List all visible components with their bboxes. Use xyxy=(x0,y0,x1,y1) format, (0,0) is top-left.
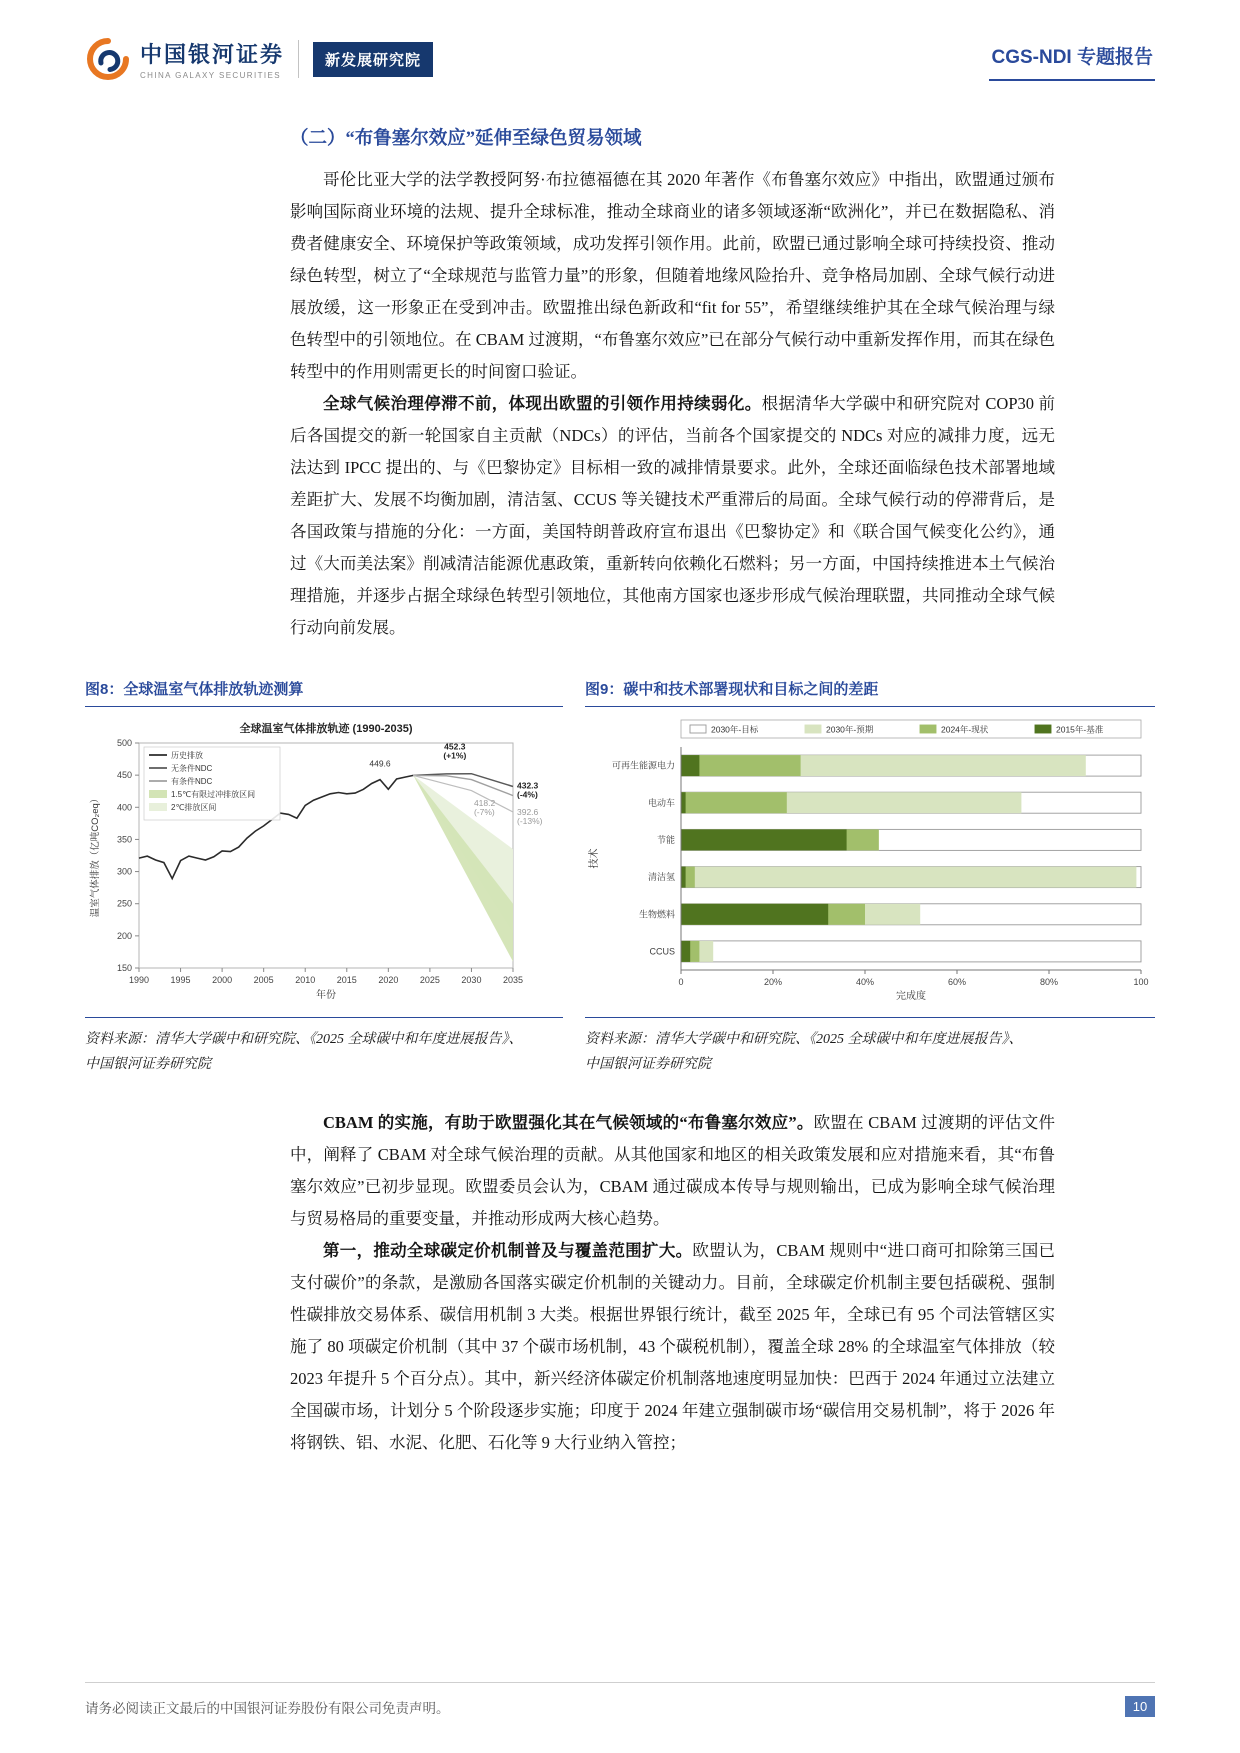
svg-text:2030: 2030 xyxy=(461,975,482,985)
figures-row xyxy=(85,678,1155,1077)
svg-text:60%: 60% xyxy=(947,977,967,987)
figure-9-title: 图9：碳中和技术部署现状和目标之间的差距 xyxy=(585,678,1155,707)
svg-text:2035: 2035 xyxy=(502,975,524,985)
figure-8-title: 图8：全球温室气体排放轨迹测算 xyxy=(85,678,563,707)
brand-text xyxy=(140,38,284,80)
svg-text:200: 200 xyxy=(116,930,132,941)
svg-text:1990: 1990 xyxy=(128,975,150,985)
galaxy-logo-icon xyxy=(85,36,131,82)
disclaimer-text: 请务必阅读正文最后的中国银河证券股份有限公司免责声明。 xyxy=(85,1700,450,1716)
svg-text:无条件NDC: 无条件NDC xyxy=(171,764,213,773)
svg-text:40%: 40% xyxy=(855,977,875,987)
svg-text:150: 150 xyxy=(116,963,132,973)
svg-text:450: 450 xyxy=(116,770,132,781)
svg-text:2024年-现状: 2024年-现状 xyxy=(941,724,989,735)
technology-gap-bar-chart xyxy=(585,715,1155,1015)
section-heading: （二）“布鲁塞尔效应”延伸至绿色贸易领域 xyxy=(290,129,642,149)
page-number-badge: 10 xyxy=(1125,1696,1155,1717)
paragraph-lead: 第一，推动全球碳定价机制普及与覆盖范围扩大。 xyxy=(323,1241,693,1260)
svg-text:2020: 2020 xyxy=(378,975,399,985)
svg-text:452.3: 452.3 xyxy=(444,741,466,752)
svg-text:100: 100 xyxy=(1133,977,1149,987)
svg-text:2015年-基准: 2015年-基准 xyxy=(1056,724,1104,735)
svg-text:500: 500 xyxy=(116,738,132,748)
paragraph-text: 欧盟在 CBAM 过渡期的评估文件中，阐释了 CBAM 对全球气候治理的贡献。从其他国家和地区的相关政策发展和应对措施来看，其“布鲁塞尔效应”已初步显现。欧盟委员会认为，CBAM 通过碳成本传导与规则输出，已成为影响全球气候治理与贸易格局的重要变量，并推动形成两大核心趋势。 xyxy=(290,1113,1055,1228)
ghg-trajectory-line-chart xyxy=(85,715,563,1015)
svg-text:完成度: 完成度 xyxy=(896,991,926,1002)
svg-text:年份: 年份 xyxy=(316,990,336,1001)
svg-text:节能: 节能 xyxy=(656,834,675,845)
svg-text:392.6: 392.6 xyxy=(517,807,539,818)
source-line: 资料来源：清华大学碳中和研究院、《2025 全球碳中和年度进展报告》、 xyxy=(85,1032,523,1047)
source-line: 中国银河证券研究院 xyxy=(585,1057,711,1072)
figure-8-source xyxy=(85,1027,563,1077)
svg-text:2000: 2000 xyxy=(212,975,233,985)
svg-text:历史排放: 历史排放 xyxy=(171,751,203,760)
svg-text:2010: 2010 xyxy=(295,975,316,985)
svg-text:清洁氢: 清洁氢 xyxy=(647,872,675,883)
svg-text:(-13%): (-13%) xyxy=(517,816,543,827)
svg-text:350: 350 xyxy=(116,834,132,845)
department-badge: 新发展研究院 xyxy=(313,42,433,77)
paragraph-lead: CBAM 的实施，有助于欧盟强化其在气候领域的“布鲁塞尔效应”。 xyxy=(323,1113,814,1132)
svg-text:全球温室气体排放轨迹 (1990-2035): 全球温室气体排放轨迹 (1990-2035) xyxy=(239,723,413,735)
svg-text:温室气体排放（亿吨CO₂eq）: 温室气体排放（亿吨CO₂eq） xyxy=(90,793,101,918)
figure-bottom-rule xyxy=(585,1017,1155,1018)
svg-text:(+1%): (+1%) xyxy=(443,750,467,761)
svg-text:生物燃料: 生物燃料 xyxy=(638,909,675,920)
source-line: 资料来源：清华大学碳中和研究院、《2025 全球碳中和年度进展报告》、 xyxy=(585,1032,1023,1047)
svg-text:418.2: 418.2 xyxy=(473,798,496,808)
svg-text:300: 300 xyxy=(116,866,132,877)
figure-8 xyxy=(85,678,563,1077)
svg-text:电动车: 电动车 xyxy=(647,797,675,808)
svg-text:449.6: 449.6 xyxy=(369,758,391,769)
svg-text:2℃排放区间: 2℃排放区间 xyxy=(171,803,217,812)
body-paragraph-2 xyxy=(290,388,1055,644)
svg-text:(-4%): (-4%) xyxy=(517,789,538,800)
paragraph-text: 根据清华大学碳中和研究院对 COP30 前后各国提交的新一轮国家自主贡献（NDCs）的评估，当前各个国家提交的 NDCs 对应的减排力度，远无法达到 IPCC 提出的、与《巴黎协定》目标相一致的减排情景要求。此外，全球还面临绿色技术部署地域差距扩大、发展不均衡加剧，清洁氢、CCUS 等关键技术严重滞后的局面。全球气候行动的停滞背后，是各国政策与措施的分化：一方面，美国特朗普政府宣布退出《巴黎协定》和《联合国气候变化公约》，通过《大而美法案》削减清洁能源优惠政策，重新转向依赖化石燃料；另一方面，中国持续推进本土气候治理措施，并逐步占据全球绿色转型引领地位，其他南方国家也逐步形成气候治理联盟，共同推动全球气候行动向前发展。 xyxy=(290,394,1055,637)
svg-text:250: 250 xyxy=(116,898,132,909)
svg-text:可再生能源电力: 可再生能源电力 xyxy=(611,760,675,771)
brand-name-cn: 中国银河证券 xyxy=(140,42,285,67)
svg-text:有条件NDC: 有条件NDC xyxy=(171,777,213,786)
svg-text:20%: 20% xyxy=(763,977,783,987)
paragraph-lead: 全球气候治理停滞不前，体现出欧盟的引领作用持续弱化。 xyxy=(323,394,762,413)
svg-text:2015: 2015 xyxy=(336,975,357,985)
figure-9 xyxy=(585,678,1155,1077)
svg-text:技术: 技术 xyxy=(589,848,600,869)
svg-text:1.5℃有限过冲排放区间: 1.5℃有限过冲排放区间 xyxy=(171,790,256,799)
svg-text:2030年-目标: 2030年-目标 xyxy=(711,724,759,735)
svg-text:1995: 1995 xyxy=(170,975,191,985)
body-paragraph-4 xyxy=(290,1235,1055,1459)
svg-text:432.3: 432.3 xyxy=(517,780,539,791)
svg-text:2005: 2005 xyxy=(253,975,274,985)
paragraph-text: 哥伦比亚大学的法学教授阿努·布拉德福德在其 2020 年著作《布鲁塞尔效应》中指出，欧盟通过颁布影响国际商业环境的法规、提升全球标准，推动全球商业的诸多领域逐渐“欧洲化”，并已在数据隐私、消费者健康安全、环境保护等政策领域，成功发挥引领作用。此前，欧盟已通过影响全球可持续投资、推动绿色转型，树立了“全球规范与监管力量”的形象，但随着地缘风险抬升、竞争格局加剧、全球气候行动进展放缓，这一形象正在受到冲击。欧盟推出绿色新政和“fit for 55”，希望继续维护其在全球气候治理与绿色转型中的引领地位。在 CBAM 过渡期，“布鲁塞尔效应”已在部分气候行动中重新发挥作用，而其在绿色转型中的作用则需更长的时间窗口验证。 xyxy=(290,170,1055,381)
body-paragraph-1 xyxy=(290,164,1055,388)
svg-text:(-7%): (-7%) xyxy=(473,807,495,817)
brand-name-en: CHINA GALAXY SECURITIES xyxy=(140,71,281,80)
paragraph-text: 欧盟认为，CBAM 规则中“进口商可扣除第三国已支付碳价”的条款，是激励各国落实碳定价机制的关键动力。目前，全球碳定价机制主要包括碳税、强制性碳排放交易体系、碳信用机制 3 大类。根据世界银行统计，截至 2025 年，全球已有 95 个司法管辖区实施了 80 项碳定价机制（其中 37 个碳市场机制，43 个碳税机制），覆盖全球 28% 的全球温室气体排放（较 2023 年提升 5 个百分点）。其中，新兴经济体碳定价机制落地速度明显加快：巴西于 2024 年通过立法建立全国碳市场，计划分 5 个阶段逐步实施；印度于 2024 年建立强制碳市场“碳信用交易机制”，将于 2026 年将钢铁、铝、水泥、化肥、石化等 9 大行业纳入管控； xyxy=(290,1241,1056,1452)
svg-text:0: 0 xyxy=(678,977,684,987)
body-paragraph-3 xyxy=(290,1107,1055,1235)
svg-text:CCUS: CCUS xyxy=(649,946,675,957)
header-divider xyxy=(298,40,299,78)
svg-text:80%: 80% xyxy=(1039,977,1059,987)
page-header xyxy=(85,36,1155,82)
page-footer xyxy=(85,1682,1155,1717)
svg-text:400: 400 xyxy=(116,802,132,813)
source-line: 中国银河证券研究院 xyxy=(85,1057,211,1072)
brand xyxy=(85,36,433,82)
svg-text:2025: 2025 xyxy=(419,975,440,985)
figure-bottom-rule xyxy=(85,1017,563,1018)
report-type-label: CGS-NDI 专题报告 xyxy=(989,36,1155,81)
figure-9-source xyxy=(585,1027,1155,1077)
svg-text:2030年-预期: 2030年-预期 xyxy=(826,724,874,735)
